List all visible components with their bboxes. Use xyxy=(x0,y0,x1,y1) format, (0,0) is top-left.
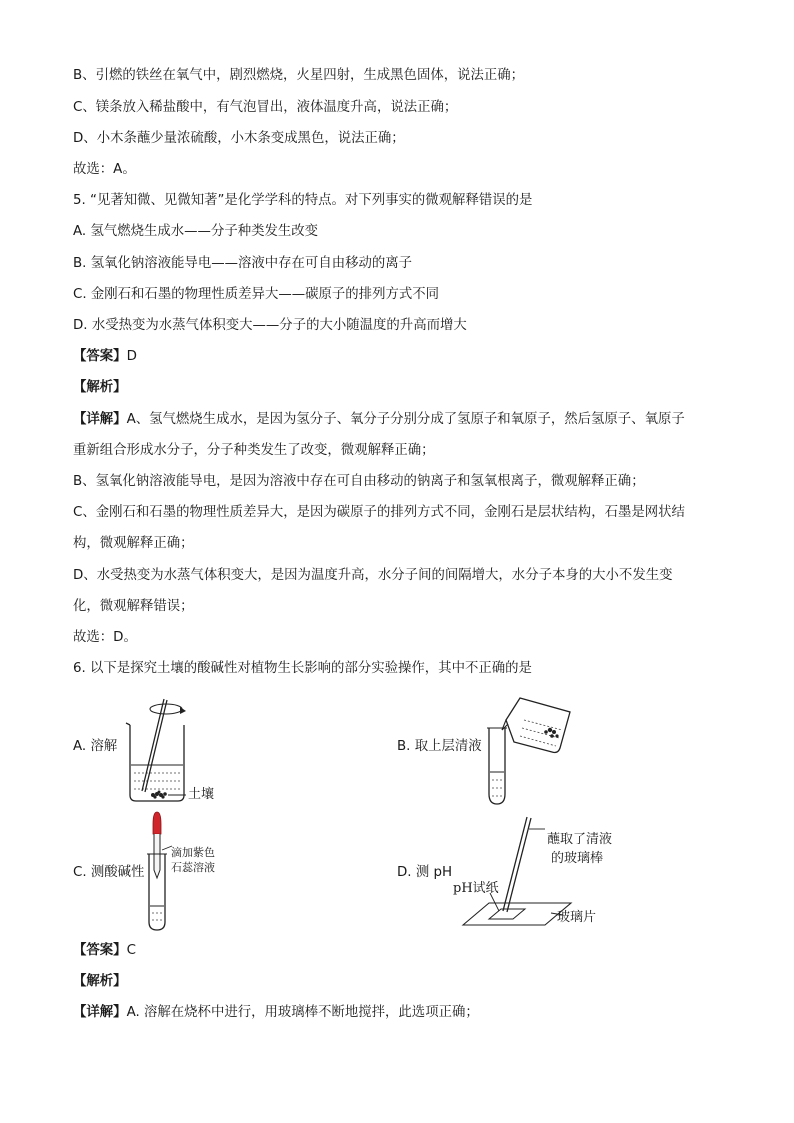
q6-analysis-tag xyxy=(73,972,127,992)
analysis-tag: 【解析】 xyxy=(73,974,127,989)
q4-option-c-explanation: C、镁条放入稀盐酸中，有气泡冒出，液体温度升高，说法正确； xyxy=(73,100,458,115)
drop-litmus-note-2: 石蕊溶液 xyxy=(171,861,215,874)
answer-value: D xyxy=(126,349,137,364)
q5-stem: 5. “见著知微、见微知著”是化学学科的特点。对下列事实的微观解释错误的是 xyxy=(73,193,533,208)
glass-rod-label-2: 的玻璃棒 xyxy=(551,851,604,866)
ph-paper-label: pH试纸 xyxy=(453,881,499,896)
q5-option-a: A. 氢气燃烧生成水——分子种类发生改变 xyxy=(73,224,319,239)
q6-answer xyxy=(73,941,136,961)
q4-option-b-explanation: B、引燃的铁丝在氧气中，剧烈燃烧，火星四射，生成黑色固体，说法正确； xyxy=(73,68,525,83)
q5-explanation-6: D、水受热变为水蒸气体积变大，是因为温度升高，水分子间的间隔增大，水分子本身的大小不发生变 xyxy=(73,568,673,583)
q6-stem: 6. 以下是探究土壤的酸碱性对植物生长影响的部分实验操作，其中不正确的是 xyxy=(73,661,532,676)
q5-choice: 故选：D。 xyxy=(73,630,137,645)
q5-explanation-2: 重新组合形成水分子，分子种类发生了改变，微观解释正确； xyxy=(73,443,435,458)
glass-rod-label-1: 蘸取了清液 xyxy=(547,832,613,847)
q5-explanation-1 xyxy=(73,410,685,430)
q6-option-a-label: A. 溶解 xyxy=(73,739,118,754)
detail-tag: 【详解】 xyxy=(73,1005,127,1020)
q6-option-c-label: C. 测酸碱性 xyxy=(73,865,145,880)
q5-option-b: B. 氢氧化钠溶液能导电——溶液中存在可自由移动的离子 xyxy=(73,256,413,271)
explanation-text: A、氢气燃烧生成水，是因为氢分子、氧分子分别分成了氢原子和氧原子，然后氢原子、氧原子 xyxy=(126,412,685,427)
analysis-tag: 【解析】 xyxy=(73,380,127,395)
q5-option-d: D. 水受热变为水蒸气体积变大——分子的大小随温度的升高而增大 xyxy=(73,318,467,333)
pouring-illustration xyxy=(484,690,584,810)
q5-analysis-tag xyxy=(73,378,127,398)
q6-option-d-label: D. 测 pH xyxy=(397,865,453,880)
q6-option-b-label: B. 取上层清液 xyxy=(397,739,482,754)
glass-slide-label: 玻璃片 xyxy=(557,910,597,925)
q5-explanation-7: 化，微观解释错误； xyxy=(73,599,194,614)
q5-answer xyxy=(73,347,137,367)
q6-explanation-1 xyxy=(73,1003,479,1023)
explanation-text: A. 溶解在烧杯中进行，用玻璃棒不断地搅拌，此选项正确； xyxy=(126,1005,479,1020)
q4-choice: 故选：A。 xyxy=(73,162,136,177)
answer-tag: 【答案】 xyxy=(73,349,127,364)
answer-value: C xyxy=(126,943,136,958)
q5-explanation-4: C、金刚石和石墨的物理性质差异大，是因为碳原子的排列方式不同，金刚石是层状结构，石墨是网状结 xyxy=(73,505,685,520)
q5-option-c: C. 金刚石和石墨的物理性质差异大——碳原子的排列方式不同 xyxy=(73,287,440,302)
soil-label: 土壤 xyxy=(188,787,215,802)
detail-tag: 【详解】 xyxy=(73,412,127,427)
answer-tag: 【答案】 xyxy=(73,943,127,958)
q5-explanation-3: B、氢氧化钠溶液能导电，是因为溶液中存在可自由移动的钠离子和氢氧根离子，微观解释正确； xyxy=(73,474,645,489)
q4-option-d-explanation: D、小木条蘸少量浓硫酸，小木条变成黑色，说法正确； xyxy=(73,131,405,146)
drop-litmus-note-1: 滴加紫色 xyxy=(171,846,215,859)
q5-explanation-5: 构，微观解释正确； xyxy=(73,536,194,551)
